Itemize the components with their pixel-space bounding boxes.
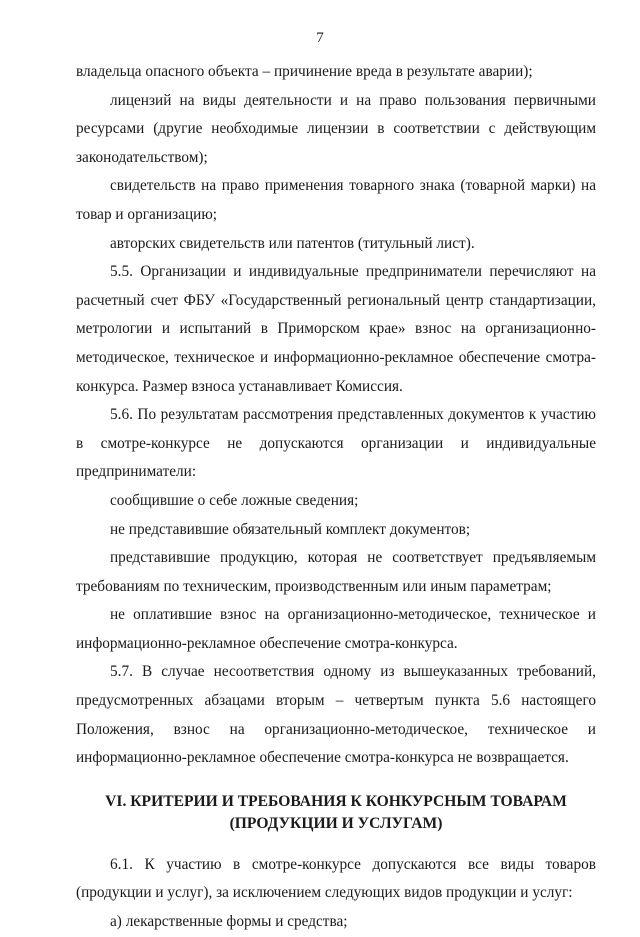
section-heading [76, 791, 596, 835]
list-item: сообщившие о себе ложные сведения; [110, 491, 359, 509]
section-heading-line-1: VI. КРИТЕРИИ И ТРЕБОВАНИЯ К КОНКУРСНЫМ ТОВАРАМ [105, 792, 567, 810]
paragraph-clause-5-5: 5.5. Организации и индивидуальные предприниматели перечисляют на расчетный счет ФБУ «Государственный региональный центр стандартизации, метрологии и испытаний в Приморском крае» взнос на организационно-методическое, техническое и информационно-рекламное обеспечение смотра-конкурса. Размер взноса устанавливает Комиссия. [76, 263, 596, 395]
paragraph: лицензий на виды деятельности и на право пользования первичными ресурсами (другие необходимые лицензии в соответствии с действующим законодательством); [76, 91, 596, 166]
paragraph-clause-5-7: 5.7. В случае несоответствия одному из вышеуказанных требований, предусмотренных абзацами вторым – четвертым пункта 5.6 настоящего Положения, взнос на организационно-методическое, техническое и информационно-рекламное обеспечение смотра-конкурса не возвращается. [76, 663, 596, 767]
list-item: не оплатившие взнос на организационно-методическое, техническое и информационно-рекламное обеспечение смотра-конкурса. [76, 606, 596, 652]
paragraph-clause-6-1: 6.1. К участию в смотре-конкурсе допускаются все виды товаров (продукции и услуг), за исключением следующих видов продукции и услуг: [76, 855, 596, 902]
page-number: 7 [316, 30, 324, 46]
paragraph: авторских свидетельств или патентов (титульный лист). [110, 234, 475, 252]
section-heading-line-2: (ПРОДУКЦИИ И УСЛУГАМ) [229, 814, 443, 832]
document-body [76, 58, 596, 937]
paragraph: владельца опасного объекта – причинение вреда в результате аварии); [76, 63, 533, 80]
list-item: не представившие обязательный комплект документов; [110, 520, 471, 538]
paragraph: свидетельств на право применения товарного знака (товарной марки) на товар и организацию; [76, 177, 596, 223]
paragraph-clause-5-6: 5.6. По результатам рассмотрения представленных документов к участию в смотре-конкурсе не допускаются организации и индивидуальные предприниматели: [76, 406, 596, 481]
list-item: представившие продукцию, которая не соответствует предъявляемым требованиям по техническим, производственным или иным параметрам; [76, 549, 596, 595]
list-item: а) лекарственные формы и средства; [110, 913, 348, 931]
